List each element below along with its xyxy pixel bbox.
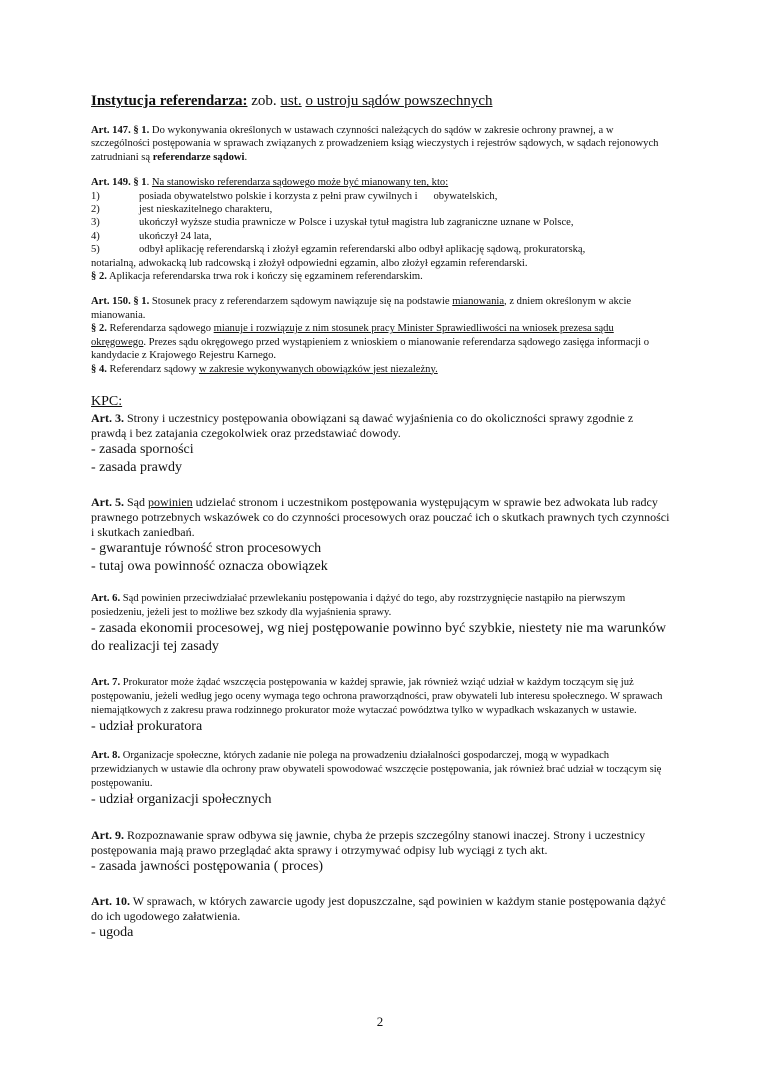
art-5-note: - tutaj owa powinność oznacza obowiązek xyxy=(91,558,328,574)
art-150-par-2: § 2. Referendarza sądowego mianuje i rozwiązuje z nim stosunek pracy Minister Sprawiedliwości na wniosek prezesa sądu okręgowego. Prezes sądu okręgowego przed wystąpieniem z wnioskiem o mianowanie referendarza sądowego zasięga informacji o kandydacie z Krajowego Rejestru Karnego. xyxy=(91,323,650,362)
list-item: 5) odbył aplikację referendarską i złożył egzamin referendarski albo odbył aplikację sądową, prokuratorską, xyxy=(91,244,586,256)
art-147-bold: referendarze sądowi xyxy=(152,151,245,163)
art-7-label: Art. 7. xyxy=(91,676,121,688)
art-10-note: - ugoda xyxy=(91,924,134,940)
art-147: Art. 147. § 1. Do wykonywania określonych w ustawach czynności należących do sądów w zakresie ochrony prawnej, a w szczególności postępowania w sprawach związanych z prowadzeniem ksiąg wieczystych i rejestrów sądowych, w sądach rejonowych zatrudniani są referendarze sądowi. xyxy=(91,125,659,163)
list-item: 3) ukończył wyższe studia prawnicze w Polsce i uzyskał tytuł magistra lub zagraniczne uznane w Polsce, xyxy=(91,217,574,229)
art-6: Art. 6. Sąd powinien przeciwdziałać przewlekaniu postępowania i dążyć do tego, aby rozstrzygnięcie nastąpiło na pierwszym posiedzeniu, jeżeli jest to możliwe bez szkody dla wyjaśnienia sprawy. xyxy=(91,592,626,618)
art-9-label: Art. 9. xyxy=(91,827,124,842)
art-10-label: Art. 10. xyxy=(91,893,130,908)
art-7-note: - udział prokuratora xyxy=(91,718,203,734)
art-9: Art. 9. Rozpoznawanie spraw odbywa się jawnie, chyba że przepis szczególny stanowi inaczej. Strony i uczestnicy postępowania mają prawo przeglądać akta sprawy i otrzymywać odpisy lub wyciągi z tych akt. xyxy=(91,827,646,857)
art-5-label: Art. 5. xyxy=(91,494,124,509)
art-3-note: - zasada prawdy xyxy=(91,459,182,475)
art-5-note: - gwarantuje równość stron procesowych xyxy=(91,540,322,556)
art-9-note: - zasada jawności postępowania ( proces) xyxy=(91,858,324,874)
art-7: Art. 7. Prokurator może żądać wszczęcia postępowania w każdej sprawie, jak również wziąć udział w każdym toczącym się już postępowaniu, jeżeli według jego oceny wymaga tego ochrona praworządności, praw obywateli lub interesu społecznego. W sprawach niemajątkowych z zakresu prawa rodzinnego prokurator może wytaczać powództwa tylko w wypadkach wskazanych w ustawie. xyxy=(91,676,663,716)
list-item: 1) posiada obywatelstwo polskie i korzysta z pełni praw cywilnych i obywatelskich, xyxy=(91,190,498,202)
art-149-item5-continued: notarialną, adwokacką lub radcowską i złożył odpowiedni egzamin, albo złożył egzamin referendarski. xyxy=(91,257,528,269)
art-149-intro: Art. 149. § 1. Na stanowisko referendarza sądowego może być mianowany ten, kto: xyxy=(91,177,449,189)
art-3-note: - zasada sporności xyxy=(91,441,194,457)
title-link-ust: ust. xyxy=(280,93,302,109)
kpc-heading: KPC: xyxy=(91,393,123,409)
title-lead: Instytucja referendarza: xyxy=(91,93,248,109)
title-mid: zob. xyxy=(247,93,281,109)
art-149-intro-text: Na stanowisko referendarza sądowego może być mianowany ten, kto: xyxy=(151,177,449,189)
art-10: Art. 10. W sprawach, w których zawarcie ugody jest dopuszczalne, sąd powinien w każdym stanie postępowania dążyć do ich ugodowego załatwienia. xyxy=(91,893,666,923)
page-title xyxy=(91,92,671,110)
art-3-label: Art. 3. xyxy=(91,410,124,425)
art-8: Art. 8. Organizacje społeczne, których zadanie nie polega na prowadzeniu działalności gospodarczej, mogą w wypadkach przewidzianych w ustawie dla ochrony praw obywateli spowodować wszczęcie postępowania, jak również brać udział w toczącym się postępowaniu. xyxy=(91,749,662,789)
list-item: 4) ukończył 24 lata, xyxy=(91,230,212,242)
page-number: 2 xyxy=(376,1014,384,1029)
list-item: 2) jest nieskazitelnego charakteru, xyxy=(91,204,273,216)
art-3: Art. 3. Strony i uczestnicy postępowania obowiązani są dawać wyjaśnienia co do okoliczności sprawy zgodnie z prawdą i bez zatajania czegokolwiek oraz przedstawiać dowody. xyxy=(91,410,634,440)
art-150-par-4: § 4. Referendarz sądowy w zakresie wykonywanych obowiązków jest niezależny. xyxy=(91,363,438,375)
art-6-label: Art. 6. xyxy=(91,592,121,604)
art-150-label: Art. 150. § 1. xyxy=(91,296,150,308)
page-content xyxy=(91,92,671,942)
art-8-label: Art. 8. xyxy=(91,749,121,761)
art-150-par-1: Art. 150. § 1. Stosunek pracy z referendarzem sądowym nawiązuje się na podstawie mianowania, z dniem określonym w akcie mianowania. xyxy=(91,296,632,321)
art-149-par-2: § 2. Aplikacja referendarska trwa rok i kończy się egzaminem referendarskim. xyxy=(91,271,423,283)
art-147-label: Art. 147. § 1. xyxy=(91,125,150,136)
art-5: Art. 5. Sąd powinien udzielać stronom i uczestnikom postępowania występującym w sprawie bez adwokata lub radcy prawnego potrzebnych wskazówek co do czynności procesowych oraz pouczać ich o skutkach prawnych tych czynności i skutkach zaniedbań. xyxy=(91,494,670,539)
art-6-note: - zasada ekonomii procesowej, wg niej postępowanie powinno być szybkie, niestety nie ma warunków do realizacji tej zasady xyxy=(91,620,667,654)
title-link-ustroj: o ustroju sądów powszechnych xyxy=(305,93,493,109)
art-8-note: - udział organizacji społecznych xyxy=(91,791,272,807)
art-147-text: Do wykonywania określonych w ustawach czynności należących do sądów w zakresie ochrony prawnej, a w szczególności postępowania w sprawach związanych z prowadzeniem ksiąg wieczystych i rejestrów sądowych, w sądach rejonowych zatrudniani są xyxy=(91,125,659,163)
art-149-label: Art. 149. § 1 xyxy=(91,177,147,189)
